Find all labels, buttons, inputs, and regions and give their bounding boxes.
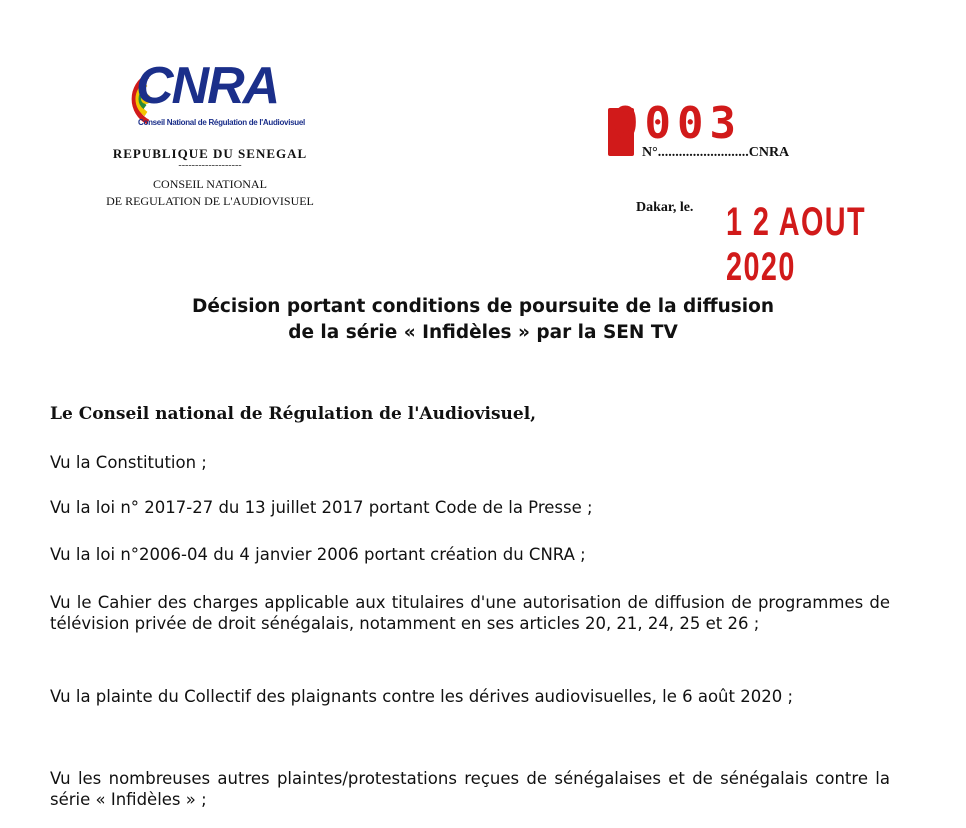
cnra-logo xyxy=(108,57,308,136)
consideration-item: Vu la Constitution ; xyxy=(50,453,207,472)
consideration-item: Vu le Cahier des charges applicable aux titulaires d'une autorisation de diffusion de programmes de télévision privée de droit sénégalais, notamment en ses articles 20, 21, 24, 25 et 26 ; xyxy=(50,593,890,633)
logo-wordmark: CNRA xyxy=(136,57,279,115)
consideration-item: Vu la loi n°2006-04 du 4 janvier 2006 portant création du CNRA ; xyxy=(50,545,586,564)
consideration-item: Vu la loi n° 2017-27 du 13 juillet 2017 portant Code de la Presse ; xyxy=(50,498,593,517)
logo-subtitle: Conseil National de Régulation de l'Audiovisuel xyxy=(138,118,305,127)
consideration-item: Vu les nombreuses autres plaintes/protestations reçues de sénégalaises et de sénégalais contre la série « Infidèles » ; xyxy=(50,769,890,809)
decision-title: Décision portant conditions de poursuite de la diffusion de la série « Infidèles » par la SEN TV xyxy=(192,296,774,343)
date-stamp: 1 2 AOUT 2020 xyxy=(726,200,867,289)
issuer-block xyxy=(60,146,360,210)
number-stamp: 0003 xyxy=(612,98,742,149)
intro-paragraph: Le Conseil national de Régulation de l'Audiovisuel, xyxy=(50,404,537,424)
city-date-label: Dakar, le. xyxy=(636,200,694,215)
consideration-item: Vu la plainte du Collectif des plaignants contre les dérives audiovisuelles, le 6 août 2020 ; xyxy=(50,687,794,706)
republic-heading: REPUBLIQUE DU SENEGAL xyxy=(112,146,308,161)
reference-number-line: N°..........................CNRA xyxy=(642,145,790,160)
council-name: CONSEIL NATIONAL DE REGULATION DE L'AUDIOVISUEL xyxy=(106,177,314,208)
separator-line: ------------------- xyxy=(178,160,242,171)
